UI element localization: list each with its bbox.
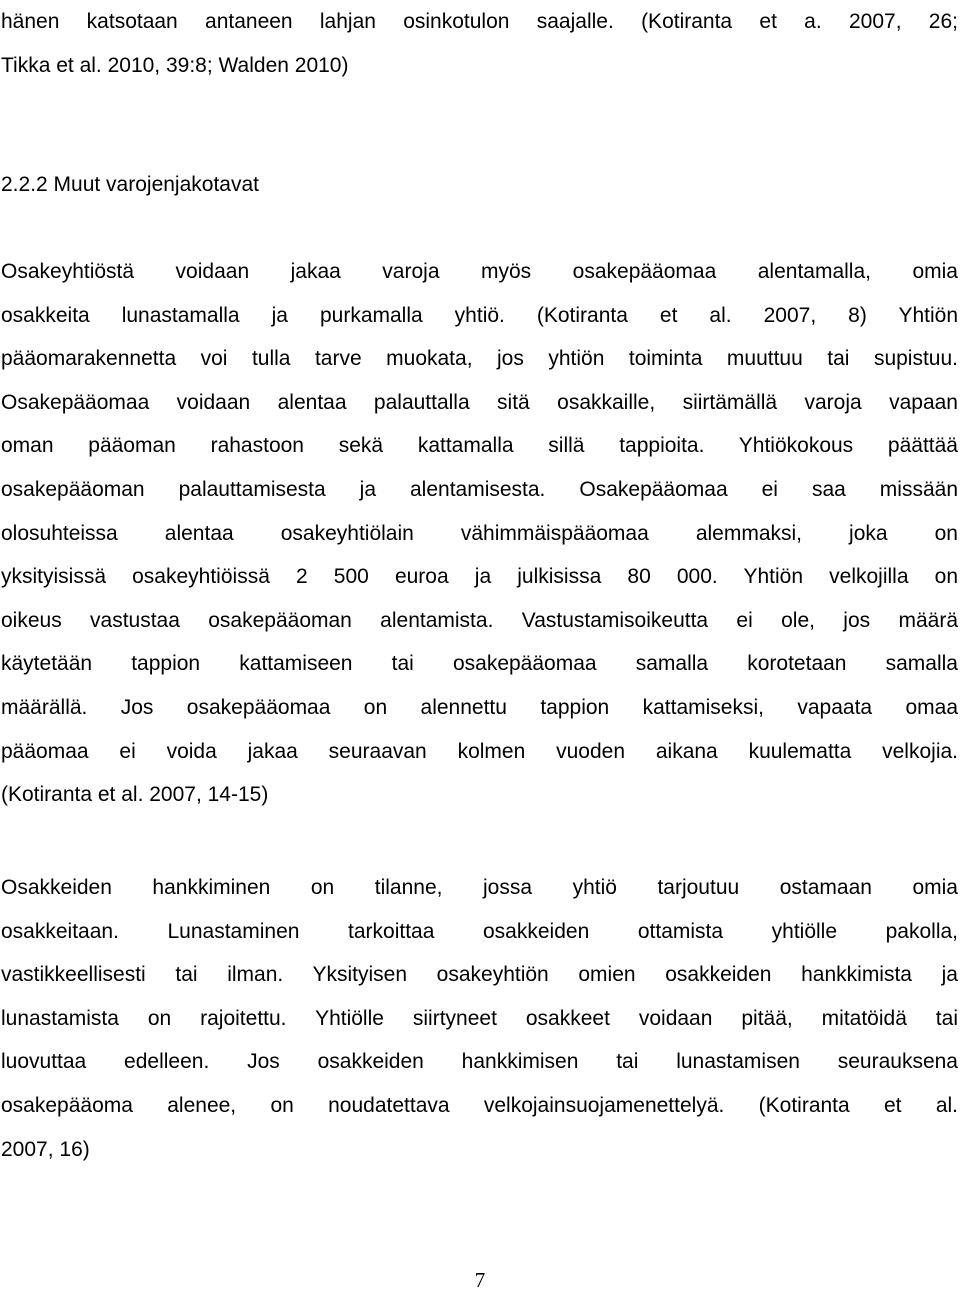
text-line: Tikka et al. 2010, 39:8; Walden 2010) [1,53,349,77]
text-line: Osakkeiden hankkiminen on tilanne, jossa yhtiö tarjoutuu ostamaan omia [1,876,958,899]
text-line: luovuttaa edelleen. Jos osakkeiden hankkimisen tai lunastamisen seurauksena [1,1050,958,1074]
text-line: osakkeitaan. Lunastaminen tarkoittaa osakkeiden ottamista yhtiölle pakolla, [1,919,958,943]
text-line: vastikkeellisesti tai ilman. Yksityisen osakeyhtiön omien osakkeiden hankkimista ja [1,963,958,987]
page-number: 7 [474,1268,486,1292]
text-line: käytetään tappion kattamiseen tai osakepääomaa samalla korotetaan samalla [1,652,958,676]
text-line: määrällä. Jos osakepääomaa on alennettu tappion kattamiseksi, vapaata omaa [1,695,958,719]
text-line: yksityisissä osakeyhtiöissä 2 500 euroa ja julkisissa 80 000. Yhtiön velkojilla on [1,565,958,589]
paragraph-capital-reduction [1,250,958,817]
text-line: 2007, 16) [1,1137,90,1161]
intro-paragraph [1,0,958,87]
text-line: (Kotiranta et al. 2007, 14-15) [1,783,269,807]
text-line: lunastamista on rajoitettu. Yhtiölle siirtyneet osakkeet voidaan pitää, mitatöidä tai [1,1006,958,1030]
text-line: oikeus vastustaa osakepääoman alentamista. Vastustamisoikeutta ei ole, jos määrä [1,608,958,632]
text-line: olosuhteissa alentaa osakeyhtiölain vähimmäispääomaa alemmaksi, joka on [1,521,958,545]
text-line: osakkeita lunastamalla ja purkamalla yhtiö. (Kotiranta et al. 2007, 8) Yhtiön [1,303,958,327]
section-heading [1,163,958,207]
text-line: pääomarakennetta voi tulla tarve muokata, jos yhtiön toiminta muuttuu tai supistuu. [1,347,958,371]
text-line: hänen katsotaan antaneen lahjan osinkotulon saajalle. (Kotiranta et a. 2007, 26; [1,10,958,33]
text-line: Osakepääomaa voidaan alentaa palauttalla sitä osakkaille, siirtämällä varoja vapaan [1,390,958,414]
text-line: oman pääoman rahastoon sekä kattamalla sillä tappioita. Yhtiökokous päättää [1,434,958,458]
section-title: 2.2.2 Muut varojenjakotavat [1,173,259,196]
paragraph-share-acquisition [1,866,958,1171]
text-line: pääomaa ei voida jakaa seuraavan kolmen vuoden aikana kuulematta velkojia. [1,739,958,763]
text-line: osakepääoma alenee, on noudatettava velkojainsuojamenettelyä. (Kotiranta et al. [1,1093,958,1117]
text-line: Osakeyhtiöstä voidaan jakaa varoja myös osakepääomaa alentamalla, omia [1,260,958,283]
text-line: osakepääoman palauttamisesta ja alentamisesta. Osakepääomaa ei saa missään [1,477,958,501]
